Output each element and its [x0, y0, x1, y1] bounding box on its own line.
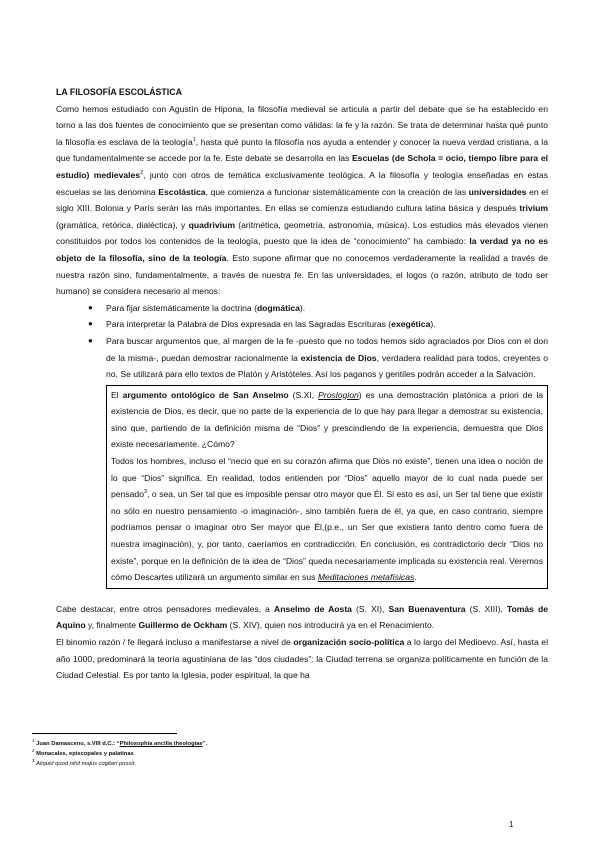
footnote-ref-2[interactable]: 2 — [140, 170, 144, 177]
thinkers-paragraph: Cabe destacar, entre otros pensadores medievales, a Anselmo de Aosta (S. XI), San Buenaventura (S. XIII), Tomás de Aquino y, finalmente Guillermo de Ockham (S. XIV), quien nos introducirá ya en el Renacimiento. — [56, 603, 548, 631]
footnote-3: $^3$ Aliquid quod nihil majus cogitari possit. — [32, 758, 136, 767]
list-item: ● Para fijar sistemáticamente la doctrina (dogmática). — [106, 300, 548, 317]
box-paragraph-1: El argumento ontológico de San Anselmo (S.XI, Proslogion) es una demostración platónica a priori de la existencia de Dios, es decir, que no parte de la experiencia de lo que hay para llegar a demostrar su existencia, sino que, partiendo de la definición misma de “Dios” y prescindiendo de la experiencia, demuestra que Dios existe necesariamente. ¿Cómo? — [111, 389, 544, 450]
box-paragraph-2: Todos los hombres, incluso el “necio que en su corazón afirma que Dios no existe”, tienen una idea o noción de lo que “Dios” significa. En realidad, todos entienden por “Dios” aquello mayor de lo cual nada puede ser pensado$^3$, o sea, un Ser tal que es imposible pensar otro mayor que Él. Si esto es así, un Ser tal tiene que existir no sólo en nuestro pensamiento -o imaginación-, sino también fuera de él, ya que, en caso contrario, siempre podríamos pensar o imaginar otro Ser mayor que Él,(p.e., un Ser que existiera tanto dentro como fuera de nuestra imaginación), y, por tanto, caeríamos en contradicción. En conclusión, es contradictorio decir “Dios no existe”, porque en la definición de la idea de “Dios” queda necesariamente implicada su existencia real. Veremos cómo Descartes utilizará un argumento similar en sus Meditaciones metafísicas. — [111, 456, 543, 583]
footnote-ref-3[interactable]: 3 — [143, 489, 148, 496]
document-title: LA FILOSOFÍA ESCOLÁSTICA — [56, 87, 182, 97]
page-number: 1 — [509, 820, 514, 829]
binomial-paragraph: El binomio razón / fe llegará incluso a manifestarse a nivel de organización socio-política a lo largo del Medioevo. Así, hasta el año 1000, predominará la teoría agustiniana de las “dos ciudades”: la Ciudad terrena se organiza políticamente en función de la Ciudad Celestial. Es por tanto la Iglesia, poder espiritual, la que ha — [56, 637, 548, 681]
intro-paragraph: Como hemos estudiado con Agustín de Hipona, la filosofía medieval se articula a partir del debate que se ha establecido en torno a las dos fuentes de conocimiento que se presentan como válidas: la fe y la razón. Se trata de determinar hasta qué punto la filosofía es esclava de la teología$^1$, hasta qué punto la filosofía nos ayuda a entender y conocer la nueva verdad cristiana, a la que fundamentalmente se accede por la fe. Este debate se desarrolla en las Escuelas (de Schola = ocio, tiempo libre para el estudio) medievales$^2$, junto con otros de temática exclusivamente teológica. A la filosofía y teología enseñadas en estas escuelas se las denomina Escolástica, que comienza a funcionar sistemáticamente con la creación de las universidades en el siglo XIII. Bolonia y París serán las más importantes. En ellas se comienza estudiando cultura latina básica y después trivium (gramática, retórica, dialéctica), y quadrivium (aritmética, geometría, astronomía, música). Los estudios más elevados vienen constituidos por todos los contenidos de la teología, puesto que la idea de “conocimiento” ha cambiado: la verdad ya no es objeto de la filosofía, sino de la teología. Esto supone afirmar que no conocemos verdaderamente la realidad a través de nuestra razón sino, fundamentalmente, a través de nuestra fe. En las universidades, el logos (o razón, atributo de todo ser humano) se considera necesario al menos: — [56, 103, 549, 297]
list-item: ● Para interpretar la Palabra de Dios expresada en las Sagradas Escrituras (exegética). — [106, 316, 548, 333]
footnote-1: $^1$ Juan Damasceno, s.VIII d.C.: “Philosophia ancilla theologiae”. — [32, 738, 208, 747]
main-content — [56, 84, 548, 684]
footnote-ref-1[interactable]: 1 — [192, 136, 196, 143]
footnote-2: $^2$ Monacales, episcopales y palatinas — [32, 748, 134, 757]
footnote-divider — [32, 733, 177, 734]
ontological-argument-box — [106, 385, 548, 589]
footnotes — [32, 733, 552, 769]
list-item: ● Para buscar argumentos que, al margen de la fe -puesto que no todos hemos sido agraciados por Dios con el don de la misma-, puedan demostrar racionalmente la existencia de Dios, verdadera realidad para todos, creyentes o no. Se utilizará para ello textos de Platón y Aristóteles. Así los paganos y gentiles podrán acceder a la Salvación. — [106, 333, 548, 383]
reason-uses-list — [56, 300, 548, 383]
